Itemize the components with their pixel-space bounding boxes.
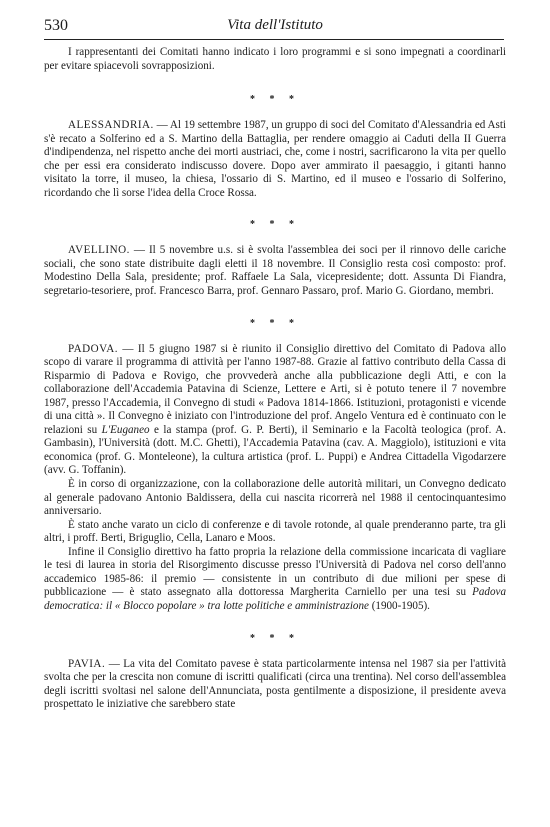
avellino-text: — Il 5 novembre u.s. si è svolta l'assemblea dei soci per il rinnovo delle cariche sociali, che sono state distribuite dagli eletti il 18 novembre. Il Consiglio resta così composto: prof. Modestino Della Sala, presidente; prof. Raffaele La Sala, vicepresidente; dott. Assunta Di Fiandra, segretario-tesoriere, prof. Francesco Barra, prof. Gennaro Passaro, prof. Mario G. Giordano, membri. (44, 244, 506, 298)
padova-text-1a: — Il 5 giugno 1987 si è riunito il Consiglio direttivo del Comitato di Padova allo scopo di varare il programma di attività per l'anno 1987-88. Grazie al fattivo contributo della Cassa di Risparmio di Padova e Rovigo, che provvederà anche alla pubblicazione degli Atti, e con la collaborazione dell'Accademia Patavina di Scienze, Lettere e Arti, si è potuto tenere il 7 novembre 1987, presso l'Accademia, il Convegno di studi « Padova 1814-1866. Istituzioni, protagonisti e vicende di una città ». Il Convegno è iniziato con l'introduzione del prof. Angelo Ventura ed è continuato con le relazioni su (44, 342, 506, 436)
avellino-paragraph (44, 244, 506, 298)
section-separator: * * * (250, 219, 300, 231)
padova-paragraph-1 (44, 343, 506, 478)
padova-text-4a: Infine il Consiglio direttivo ha fatto propria la relazione della commissione incaricata di vagliare le tesi di laurea in storia del Risorgimento discusse presso l'Università di Padova nel corso dell'anno accademico 1985-86: il premio — consistente in un contributo di due milioni per spese di pubblicazione — è stato assegnato alla dottoressa Margherita Carniello per una tesi su (44, 545, 506, 599)
padova-paragraph-4 (44, 546, 506, 614)
section-separator: * * * (250, 317, 300, 329)
section-separator: * * * (250, 632, 300, 644)
padova-thesis-title: Padova democratica: il « Blocco popolare » tra lotte politiche e amministrazione (44, 586, 506, 612)
place-name-alessandria: ALESSANDRIA. (68, 119, 154, 132)
alessandria-paragraph (44, 119, 506, 200)
padova-paragraph-3: È stato anche varato un ciclo di conferenze e di tavole rotonde, al quale prenderanno parte, tra gli altri, i proff. Berti, Briguglio, Cella, Lanaro e Moos. (44, 518, 506, 545)
page-number: 530 (44, 17, 68, 34)
section-separator: * * * (250, 94, 300, 106)
header-rule (44, 39, 504, 40)
running-title: Vita dell'Istituto (227, 17, 323, 33)
page-body (44, 46, 506, 712)
pavia-text: — La vita del Comitato pavese è stata particolarmente intensa nel 1987 sia per l'attività svolta che per la crescita non comune di iscritti qualificati (circa una trentina). Nel corso dell'assemblea degli iscritti svoltasi nel salone dell'Annunciata, posta gentilmente a disposizione, il presidente aveva prospettato le iniziative che sarebbero state (44, 657, 506, 711)
page-header (44, 14, 506, 36)
padova-text-1b: e la stampa (prof. G. P. Berti), il Seminario e la Facoltà teologica (prof. A. Gambasin), l'Università (dott. M.C. Ghetti), l'Accademia Patavina (cav. A. Maggiolo), istituzioni e vita economica (prof. G. Monteleone), la cultura artistica (prof. L. Puppi) e Andrea Cittadella Vigodarzere (avv. G. Toffanin). (44, 423, 507, 477)
place-name-avellino: AVELLINO. (68, 244, 130, 257)
intro-paragraph: I rappresentanti dei Comitati hanno indicato i loro programmi e si sono impegnati a coordinarli per evitare spiacevoli sovrapposizioni. (44, 46, 506, 72)
place-name-padova: PADOVA. (68, 342, 119, 355)
alessandria-text: — Al 19 settembre 1987, un gruppo di soci del Comitato d'Alessandria ed Asti s'è recato a Solferino ed a S. Martino della Battaglia, per rendere omaggio ai Caduti della II Guerra d'indipendenza, nel rispetto anche dei morti austriaci, che, come i nostri, sacrificarono la vita per quello che per essi era considerato indiscusso dovere. Dopo aver ammirato il paesaggio, i gitanti hanno visitato la torre, il museo, la chiesa, l'ossario di S. Martino, ed il museo e l'ossario di Solferino, ricordando che lì sorse l'idea della Croce Rossa. (44, 119, 506, 199)
place-name-pavia: PAVIA. (68, 657, 106, 670)
padova-italic-euganeo: L'Euganeo (101, 423, 150, 436)
pavia-paragraph (44, 658, 506, 712)
padova-paragraph-2: È in corso di organizzazione, con la collaborazione delle autorità militari, un Convegno dedicato al generale padovano Antonio Baldissera, della cui nascita ricorrerà nel 1988 il centocinquantesimo anniversario. (44, 478, 506, 518)
padova-text-4b: (1900-1905). (368, 599, 430, 612)
